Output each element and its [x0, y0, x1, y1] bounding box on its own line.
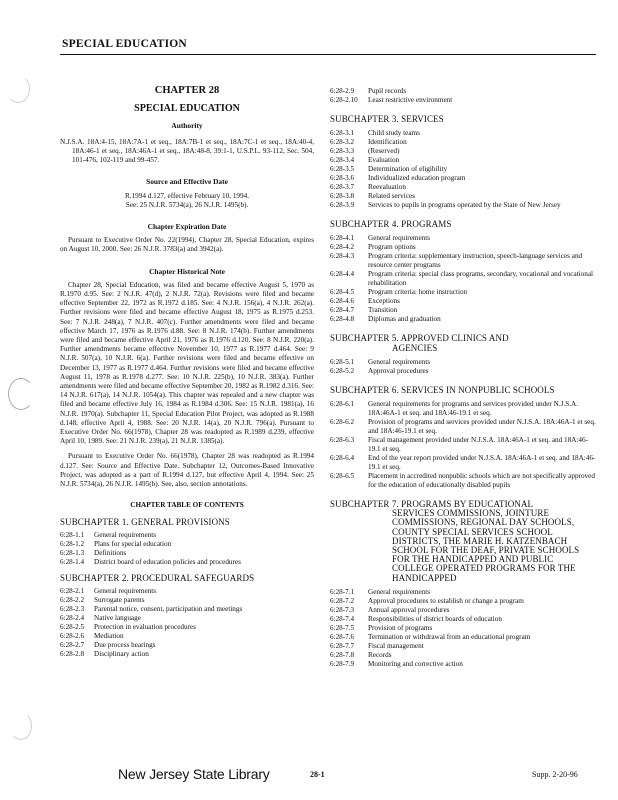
subchapter-title: SUBCHAPTER 1. GENERAL PROVISIONS: [60, 516, 230, 527]
toc-item: [330, 624, 596, 633]
toc-item: [330, 418, 596, 436]
toc-item: [60, 587, 314, 596]
section-number: 6:28-1.2: [60, 539, 85, 548]
section-title: General requirements: [368, 234, 431, 243]
toc-item: [330, 436, 596, 454]
section-title: Placement in accredited nonpublic schools which are not specifically approved for the education of educationally disabled pupils: [368, 472, 595, 490]
section-title: Provision of programs and services provided under N.J.S.A. 18A:46A-1 et seq. and 18A:46-19.1 et seq.: [368, 418, 596, 436]
section-number: 6:28-7.8: [330, 650, 355, 659]
subchapter-title: [330, 220, 596, 229]
toc-item: [60, 623, 314, 632]
section-number: 6:28-5.1: [330, 357, 355, 366]
section-number: 6:28-2.8: [60, 649, 85, 658]
section-title: General requirements: [94, 530, 157, 539]
toc-item: [330, 183, 596, 192]
toc-item: [330, 315, 596, 324]
section-number: 6:28-2.5: [60, 622, 85, 631]
authority-heading: Authority: [171, 121, 203, 131]
toc-item: [330, 129, 596, 138]
section-number: 6:28-5.2: [330, 366, 355, 375]
binder-hole-mark: [10, 712, 32, 740]
history-heading: Chapter Historical Note: [149, 266, 225, 276]
section-title: Reevaluation: [368, 183, 406, 192]
section-title: General requirements: [368, 357, 431, 366]
section-number: 6:28-3.3: [330, 147, 355, 156]
section-number: 6:28-1.4: [60, 557, 85, 566]
right-column: [330, 87, 596, 675]
section-title: End of the year report provided under N.J.S.A. 18A:46A-1 et seq. and 18A:46-19.1 et seq.: [368, 454, 596, 472]
section-title: Monitoring and corrective action: [368, 659, 463, 668]
section-title: Evaluation: [368, 156, 400, 165]
section-number: 6:28-4.8: [330, 315, 355, 324]
section-number: 6:28-6.3: [330, 436, 355, 445]
section-number: 6:28-6.2: [330, 418, 355, 427]
source-line-2: See: 25 N.J.R. 5734(a), 26 N.J.R. 1495(b).: [125, 200, 249, 209]
section-title: Services to pupils in programs operated by the State of New Jersey: [368, 201, 561, 210]
section-title: Records: [368, 650, 392, 659]
toc-item: [330, 615, 596, 624]
toc-item: [330, 306, 596, 315]
toc-item: [330, 96, 596, 105]
section-title: Related services: [368, 192, 415, 201]
section-title: District board of education policies and procedures: [94, 557, 241, 566]
section-number: 6:28-7.4: [330, 614, 355, 623]
section-title: Transition: [368, 306, 398, 315]
section-number: 6:28-4.1: [330, 234, 355, 243]
section-number: 6:28-7.3: [330, 605, 355, 614]
toc-item: [60, 614, 314, 623]
section-number: 6:28-4.5: [330, 288, 355, 297]
header-rule: [60, 54, 596, 55]
section-number: 6:28-3.6: [330, 174, 355, 183]
toc-item: [330, 165, 596, 174]
toc-list-subchapter-6: [330, 400, 596, 490]
page-number: 28-1: [310, 770, 325, 779]
chapter-number: CHAPTER 28: [154, 85, 220, 96]
toc-list-subchapter-5: [330, 358, 596, 376]
section-number: 6:28-6.1: [330, 400, 355, 409]
section-number: 6:28-4.2: [330, 243, 355, 252]
left-column: [60, 86, 314, 665]
section-number: 6:28-3.8: [330, 192, 355, 201]
section-title: General requirements: [368, 587, 431, 596]
toc-list-subchapter-2: [60, 587, 314, 659]
toc-item: [60, 540, 314, 549]
subchapter-title-line: SUBCHAPTER 4. PROGRAMS: [330, 219, 452, 230]
history-paragraph-1: Chapter 28, Special Education, was filed and became effective August 5, 1970 as R.1970 d.95. See: 2 N.J.R. 47(d), 2 N.J.R. 72(a). Revisions were filed and became effective September 22, 1972 as R.1972 d.185. See: 4 N.J.R. 156(a), 4 N.J.R. 262(a). Further revisions were filed and became effective August 18, 1975 as R.1975 d.253. See: 7 N.J.R. 248(a), 7 N.J.R. 407(c). Further amendments were filed and became effective March 17, 1976 as R.1976 d.88. See: 8 N.J.R. 174(b). Further amendments were filed and became effective April 21, 1976 as R.1976 d.120. See: 8 N.J.R. 220(a). Further amendments became effective November 10, 1977 as R.1977 d.464. See: 9 N.J.R. 507(a), 10 N.J.R. 6(a). Further revisions were filed and became effective on December 13, 1977 as R.1977 d.464. Further revisions were filed and became effective August 11, 1978 as R.1978 d.277. See: 10 N.J.R. 225(b), 10 N.J.R. 383(a). Further amendments were filed and became effective September 20, 1982 as R.1982 d.316. See: 14 N.J.R. 617(a), 14 N.J.R. 1054(a). This chapter was repealed and a new chapter was filed and became effective July 16, 1984 as R.1984 d.306. See: 15 N.J.R. 1981(a), 16 N.J.R. 1970(a). Subchapter 11, Special Education Pilot Project, was adopted as R.1988 d.148, effective April 4, 1988. See: 20 N.J.R. 14(a), 20 N.J.R. 796(a). Pursuant to Executive Order No. 66(1978), Chapter 28 was readopted as R.1989 d.239, effective April 10, 1989. See: 21 N.J.R. 239(a), 21 N.J.R. 1385(a).: [60, 280, 314, 446]
section-number: 6:28-4.6: [330, 297, 355, 306]
toc-list-subchapter-7: [330, 588, 596, 669]
subchapter-title-line: DISTRICTS, THE MARIE H. KATZENBACH: [392, 535, 568, 546]
section-title: Individualized education program: [368, 174, 466, 183]
toc-item: [330, 633, 596, 642]
toc-item: [330, 358, 596, 367]
section-title: Exceptions: [368, 297, 400, 306]
subchapter-title-line: AGENCIES: [392, 342, 438, 353]
subchapter-title-line: SUBCHAPTER 3. SERVICES: [330, 114, 444, 124]
page-footer: [0, 766, 618, 790]
section-number: 6:28-4.3: [330, 252, 355, 261]
toc-item: [330, 147, 596, 156]
toc-item: [330, 252, 596, 270]
section-title: Approval procedures: [368, 366, 429, 375]
source-heading: Source and Effective Date: [146, 177, 228, 187]
section-number: 6:28-3.9: [330, 201, 355, 210]
toc-item: [330, 201, 596, 210]
toc-item: [330, 156, 596, 165]
section-number: 6:28-7.2: [330, 596, 355, 605]
subchapter-title-line: COUNTY SPECIAL SERVICES SCHOOL: [392, 526, 553, 537]
section-number: 6:28-2.10: [330, 96, 358, 104]
section-title: (Reserved): [368, 147, 400, 156]
section-title: Surrogate parents: [94, 595, 145, 604]
section-number: 6:28-7.5: [330, 623, 355, 632]
toc-item: [330, 174, 596, 183]
toc-item: [60, 549, 314, 558]
subchapter-title-line: FOR THE HANDICAPPED AND PUBLIC: [392, 554, 554, 565]
section-title: Approval procedures to establish or change a program: [368, 596, 524, 605]
subchapter-title-line: COMMISSIONS, REGIONAL DAY SCHOOLS,: [392, 517, 575, 528]
subchapter-title: [330, 500, 596, 583]
subchapter-title-line: SUBCHAPTER 6. SERVICES IN NONPUBLIC SCHOOLS: [330, 384, 555, 395]
section-title: Diplomas and graduation: [368, 315, 441, 324]
toc-item: [330, 642, 596, 651]
toc-item: [330, 270, 596, 288]
toc-item: [330, 400, 596, 418]
history-paragraph-2: Pursuant to Executive Order No. 66(1978), Chapter 28 was readopted as R.1994 d.127. See: Source and Effective Date. Subchapter 12, Outcomes-Based Innovative Project, was adopted as a part of R.1994 d.127, but effective April 4, 1994. See: 25 N.J.R. 5734(a), 26 N.J.R. 1495(b). See, also, section annotations.: [60, 452, 314, 489]
section-number: 6:28-3.7: [330, 183, 355, 192]
subchapter-title: [330, 334, 596, 352]
section-title: Responsibilities of district boards of education: [368, 614, 502, 623]
section-number: 6:28-3.1: [330, 129, 355, 138]
binder-hole-mark: [8, 378, 34, 410]
toc-item: [330, 454, 596, 472]
subchapter-title: SUBCHAPTER 2. PROCEDURAL SAFEGUARDS: [60, 572, 255, 583]
section-number: 6:28-6.5: [330, 472, 355, 481]
toc-item: [60, 605, 314, 614]
section-title: Determination of eligibility: [368, 165, 448, 174]
section-number: 6:28-4.4: [330, 270, 355, 279]
section-title: Protection in evaluation procedures: [94, 622, 196, 631]
section-number: 6:28-1.1: [60, 530, 85, 539]
subchapter-title-line: SERVICES COMMISSIONS, JOINTURE: [392, 508, 550, 519]
expiration-text: Pursuant to Executive Order No. 22(1994), Chapter 28, Special Education, expires on August 10, 2000. See: 26 N.J.R. 3783(a) and 3942(a).: [60, 236, 314, 254]
section-number: 6:28-2.1: [60, 586, 85, 595]
section-number: 6:28-2.9: [330, 87, 355, 95]
subchapter-title-line: HANDICAPPED: [392, 572, 457, 583]
toc-item: [60, 650, 314, 659]
subchapter-title-line: SUBCHAPTER 7. PROGRAMS BY EDUCATIONAL: [330, 499, 534, 510]
section-title: Due process hearings: [94, 640, 156, 649]
section-title: Provision of programs: [368, 623, 433, 632]
subchapter-title: [330, 115, 596, 124]
section-number: 6:28-4.7: [330, 306, 355, 315]
chapter-title: SPECIAL EDUCATION: [134, 103, 240, 115]
section-number: 6:28-2.6: [60, 631, 85, 640]
section-title: Annual approval procedures: [368, 605, 450, 614]
toc-item: [330, 192, 596, 201]
toc-list-subchapter-1: [60, 531, 314, 567]
section-number: 6:28-7.7: [330, 641, 355, 650]
toc-item: [330, 367, 596, 376]
section-number: 6:28-7.6: [330, 632, 355, 641]
section-title: Parental notice, consent, participation and meetings: [94, 604, 243, 613]
section-number: 6:28-3.4: [330, 156, 355, 165]
expiration-heading: Chapter Expiration Date: [147, 222, 227, 232]
toc-item: [60, 632, 314, 641]
section-title: Pupil records: [368, 87, 407, 95]
source-line-1: R.1994 d.127, effective February 10, 1994.: [124, 191, 250, 200]
toc-item: [60, 641, 314, 650]
library-stamp: New Jersey State Library: [118, 766, 270, 782]
section-number: 6:28-3.2: [330, 138, 355, 147]
binder-hole-mark: [6, 75, 30, 103]
toc-heading: CHAPTER TABLE OF CONTENTS: [130, 501, 244, 510]
subchapter-title-line: COLLEGE OPERATED PROGRAMS FOR THE: [392, 563, 576, 574]
toc-list-subchapter-3: [330, 129, 596, 210]
section-title: General requirements for programs and services provided under N.J.S.A. 18A:46A-1 et seq. and 18A:46-19.1 et seq.: [368, 400, 578, 418]
section-number: 6:28-3.5: [330, 165, 355, 174]
section-title: Program criteria: supplementary instruction, speech-language services and resource center programs: [368, 252, 583, 270]
section-title: Least restrictive environment: [368, 96, 453, 104]
section-number: 6:28-7.1: [330, 587, 355, 596]
toc-item: [330, 87, 596, 96]
section-number: 6:28-6.4: [330, 454, 355, 463]
section-number: 6:28-2.7: [60, 640, 85, 649]
section-number: 6:28-2.2: [60, 595, 85, 604]
toc-item: [60, 531, 314, 540]
toc-item: [330, 234, 596, 243]
toc-item: [60, 596, 314, 605]
toc-item: [330, 288, 596, 297]
toc-list-subchapter-4: [330, 234, 596, 324]
subchapter-title-line: SCHOOL FOR THE DEAF, PRIVATE SCHOOLS: [392, 545, 580, 556]
running-header: SPECIAL EDUCATION: [62, 38, 187, 50]
section-title: Program criteria: home instruction: [368, 288, 468, 297]
toc-item: [330, 606, 596, 615]
section-number: 6:28-2.3: [60, 604, 85, 613]
section-title: Termination or withdrawal from an educational program: [368, 632, 531, 641]
toc-item: [330, 660, 596, 669]
section-title: Program options: [368, 243, 416, 252]
section-number: 6:28-7.9: [330, 659, 355, 668]
toc-item: [330, 297, 596, 306]
toc-item: [330, 597, 596, 606]
authority-text: N.J.S.A. 18A:4-15, 18A:7A-1 et seq., 18A:7B-1 et seq., 18A:7C-1 et seq., 18A:40-4, 18A:46-1 et seq., 18A:46A-1 et seq., 18A:48-8, 39:1-1, U.S.P.L. 93-112, Sec. 504, 101-476, 102-119 and 99-457.: [60, 137, 314, 165]
toc-item: [330, 651, 596, 660]
section-number: 6:28-2.4: [60, 613, 85, 622]
toc-item: [60, 558, 314, 567]
section-number: 6:28-1.3: [60, 548, 85, 557]
toc-list-subchapter-2-continued: [330, 87, 596, 105]
toc-item: [330, 588, 596, 597]
section-title: Native language: [94, 613, 141, 622]
subchapter-title-line: SUBCHAPTER 5. APPROVED CLINICS AND: [330, 333, 509, 344]
section-title: Identification: [368, 138, 407, 147]
section-title: Mediation: [94, 631, 124, 640]
section-title: Program criteria: special class programs, secondary, vocational and vocational rehabilitation: [368, 270, 594, 288]
section-title: Fiscal management provided under N.J.S.A. 18A:46A-1 et seq. and 18A:46-19.1 et seq.: [368, 436, 588, 454]
section-title: Disciplinary action: [94, 649, 149, 658]
subchapter-title: [330, 386, 596, 395]
toc-item: [330, 138, 596, 147]
section-title: Child study teams: [368, 129, 420, 138]
toc-item: [330, 472, 596, 490]
toc-item: [330, 243, 596, 252]
supplement-date: Supp. 2-20-96: [532, 770, 578, 779]
section-title: Definitions: [94, 548, 127, 557]
section-title: Plans for special education: [94, 539, 172, 548]
section-title: Fiscal management: [368, 641, 424, 650]
section-title: General requirements: [94, 586, 157, 595]
